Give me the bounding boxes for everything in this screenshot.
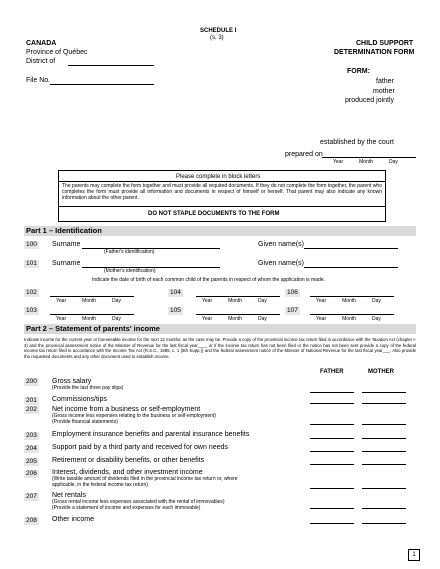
field-number-100: 100 <box>26 241 37 248</box>
form-label: FORM: <box>347 68 370 75</box>
field-number-101: 101 <box>26 260 37 267</box>
father-amount-208[interactable] <box>310 523 354 524</box>
item-number-205: 205 <box>26 458 37 465</box>
notice-body: The parents may complete the form together and must provide all required documents. If they do not complete the form together, the parent who completes the form must provide all information and documents in respect of himself or herself. That parent may also indicate any known information about the other parent. <box>62 183 382 201</box>
child-103-dob-field[interactable] <box>50 314 134 315</box>
child-102-dob-caption: Year Month Day <box>56 298 121 304</box>
field-number-107: 107 <box>287 307 298 314</box>
field-number-104: 104 <box>170 289 181 296</box>
file-no-field[interactable] <box>50 84 154 85</box>
part1-heading: Part 1 – Identification <box>24 226 416 236</box>
page-number: 1 <box>408 549 420 561</box>
schedule-title: SCHEDULE I <box>200 28 237 34</box>
col-mother-header: MOTHER <box>368 369 394 375</box>
district-label: District of <box>26 58 56 65</box>
father-given-field[interactable] <box>304 248 398 249</box>
field-number-105: 105 <box>170 307 181 314</box>
notice-divider <box>58 181 386 182</box>
item-label-200: Gross salary <box>52 378 92 385</box>
item-number-206: 206 <box>26 470 37 477</box>
child-107-dob-caption: Year Month Day <box>316 316 381 322</box>
item-label-205: Retirement or disability benefits, or other benefits <box>52 457 205 464</box>
item-note-202: (Gross income less expenses relating to the business or self-employment) (Provide financial statements) <box>52 413 216 425</box>
file-no-label: File No. <box>26 77 51 84</box>
father-amount-202[interactable] <box>310 424 354 425</box>
province-label: Province of Québec <box>26 49 88 56</box>
form-title-line2: DETERMINATION FORM <box>334 49 415 56</box>
child-105-dob-field[interactable] <box>196 314 280 315</box>
mother-amount-205[interactable] <box>362 464 406 465</box>
father-amount-200[interactable] <box>310 392 354 393</box>
prepared-date-caption: Year Month Day <box>333 159 398 165</box>
field-number-103: 103 <box>26 307 37 314</box>
item-label-203: Employment insurance benefits and parental insurance benefits <box>52 431 250 438</box>
father-amount-201[interactable] <box>310 403 354 404</box>
mother-given-field[interactable] <box>304 267 398 268</box>
form-title-line1: CHILD SUPPORT <box>356 40 414 47</box>
form-option-father[interactable]: father <box>376 78 394 85</box>
father-amount-205[interactable] <box>310 464 354 465</box>
item-note-200: (Provide the last three pay slips) <box>52 385 124 391</box>
item-number-203: 203 <box>26 432 37 439</box>
father-amount-203[interactable] <box>310 438 354 439</box>
dob-instruction: Indicate the date of birth of each common child of the parents in respect of whom the application is made. <box>92 277 325 283</box>
mother-amount-204[interactable] <box>362 451 406 452</box>
item-note-206: (Write taxable amount of dividends filed in the provincial income tax return or, where applicable, in the federal income tax return) <box>52 476 238 488</box>
item-number-200: 200 <box>26 378 37 385</box>
child-107-dob-field[interactable] <box>310 314 394 315</box>
mother-amount-201[interactable] <box>362 403 406 404</box>
established-label: established by the court <box>320 139 394 146</box>
mother-amount-207[interactable] <box>362 508 406 509</box>
father-given-label: Given name(s) <box>258 241 304 248</box>
child-103-dob-caption: Year Month Day <box>56 316 121 322</box>
item-label-204: Support paid by a third party and received for own needs <box>52 444 228 451</box>
father-amount-207[interactable] <box>310 508 354 509</box>
item-label-202: Net income from a business or self-employment <box>52 406 201 413</box>
field-number-102: 102 <box>26 289 37 296</box>
block-letters-notice: Please complete in block letters <box>176 174 261 180</box>
col-father-header: FATHER <box>320 369 344 375</box>
child-106-dob-caption: Year Month Day <box>316 298 381 304</box>
child-102-dob-field[interactable] <box>50 296 134 297</box>
no-staple-notice: DO NOT STAPLE DOCUMENTS TO THE FORM <box>148 211 280 217</box>
child-104-dob-field[interactable] <box>196 296 280 297</box>
mother-amount-208[interactable] <box>362 523 406 524</box>
item-label-207: Net rentals <box>52 492 86 499</box>
form-option-mother[interactable]: mother <box>373 88 395 95</box>
father-amount-204[interactable] <box>310 451 354 452</box>
father-amount-206[interactable] <box>310 488 354 489</box>
mother-amount-200[interactable] <box>362 392 406 393</box>
mother-ident-caption: (Mother's identification) <box>104 268 156 274</box>
mother-amount-203[interactable] <box>362 438 406 439</box>
item-label-201: Commissions/tips <box>52 396 107 403</box>
item-number-202: 202 <box>26 406 37 413</box>
prepared-date-field[interactable] <box>322 157 416 158</box>
mother-surname-label: Surname <box>52 260 81 267</box>
item-note-207: (Gross rental income less expenses associated with the rental of immovables) (Provide a statement of income and expenses for each immovable) <box>52 499 225 511</box>
child-104-dob-caption: Year Month Day <box>202 298 267 304</box>
field-number-106: 106 <box>287 289 298 296</box>
district-field[interactable] <box>68 65 154 66</box>
prepared-on-label: prepared on <box>285 151 323 158</box>
item-number-204: 204 <box>26 445 37 452</box>
mother-given-label: Given name(s) <box>258 260 304 267</box>
child-106-dob-field[interactable] <box>310 296 394 297</box>
mother-amount-206[interactable] <box>362 488 406 489</box>
father-ident-caption: (Father's identification) <box>104 249 155 255</box>
part2-heading: Part 2 – Statement of parents' income <box>24 324 416 334</box>
canada-label: CANADA <box>26 40 57 47</box>
schedule-subtitle: (s. 3) <box>210 35 224 41</box>
form-option-joint[interactable]: produced jointly <box>345 97 395 104</box>
father-surname-label: Surname <box>52 241 81 248</box>
item-number-208: 208 <box>26 517 37 524</box>
child-105-dob-caption: Year Month Day <box>202 316 267 322</box>
mother-amount-202[interactable] <box>362 424 406 425</box>
item-number-207: 207 <box>26 493 37 500</box>
item-number-201: 201 <box>26 397 37 404</box>
part2-intro: Indicate income for the current year or foreseeable income for the next 12 months, as the case may be. Provide a copy of the provincial income tax return filed in accordance with the Taxation Act (chapter I-3) and the provincial assessment notice of the Minister of Revenue for the last fiscal year____ or if the income tax return has not been filed or the notice has not been sent provide a copy of the federal income tax return filed in accordance with the Income Tax Act (R.S.C., 1985, c. 1 (5th Supp.)) and the federal assessment notice of the Minister of National Revenue for the last fiscal year___. Also provide the requested documents and any other document used to establish income. <box>24 337 416 359</box>
notice-divider-2 <box>58 206 386 207</box>
item-label-206: Interest, dividends, and other investment income <box>52 469 203 476</box>
item-label-208: Other income <box>52 516 95 523</box>
